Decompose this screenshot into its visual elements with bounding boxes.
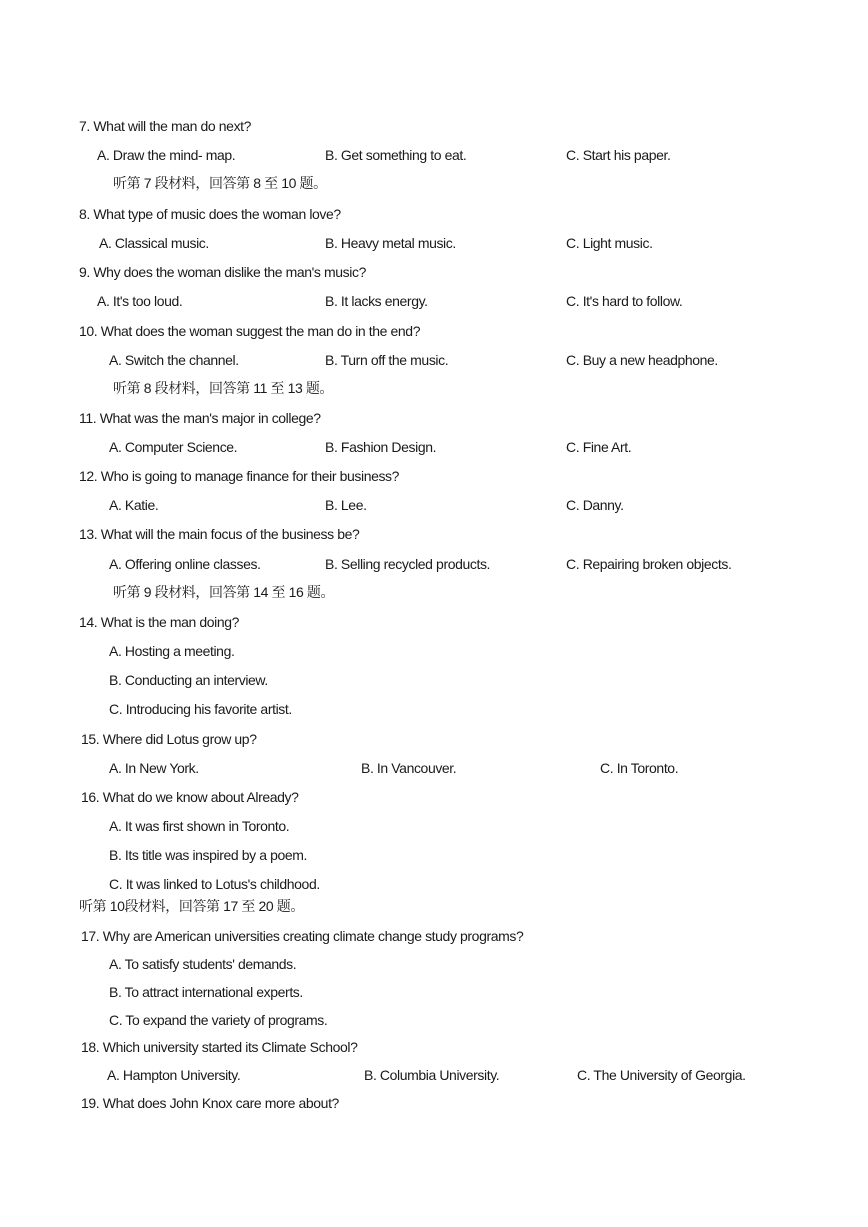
q18-option-c: C. The University of Georgia. [577, 1067, 746, 1083]
section-instruction-11: 听第 8 段材料，回答第 11 至 13 题。 [113, 380, 334, 396]
question-19: 19. What does John Knox care more about? [81, 1095, 339, 1111]
q13-option-c: C. Repairing broken objects. [566, 556, 732, 572]
q15-option-b: B. In Vancouver. [361, 760, 457, 776]
question-14: 14. What is the man doing? [79, 614, 240, 630]
q8-option-a: A. Classical music. [99, 235, 209, 251]
q12-option-b: B. Lee. [325, 497, 367, 513]
section-instruction-8: 听第 7 段材料，回答第 8 至 10 题。 [113, 175, 327, 191]
q10-option-a: A. Switch the channel. [109, 352, 239, 368]
q7-option-a: A. Draw the mind- map. [97, 147, 236, 163]
question-10: 10. What does the woman suggest the man do in the end? [79, 323, 421, 339]
q8-option-b: B. Heavy metal music. [325, 235, 456, 251]
q9-option-a: A. It's too loud. [97, 293, 183, 309]
section-instruction-14: 听第 9 段材料，回答第 14 至 16 题。 [113, 584, 335, 600]
q15-option-c: C. In Toronto. [600, 760, 679, 776]
q15-option-a: A. In New York. [109, 760, 199, 776]
q16-option-b: B. Its title was inspired by a poem. [109, 847, 308, 863]
q11-option-b: B. Fashion Design. [325, 439, 437, 455]
q18-option-b: B. Columbia University. [364, 1067, 500, 1083]
q10-option-b: B. Turn off the music. [325, 352, 449, 368]
q14-option-c: C. Introducing his favorite artist. [109, 701, 292, 717]
q12-option-a: A. Katie. [109, 497, 159, 513]
q9-option-b: B. It lacks energy. [325, 293, 428, 309]
q17-option-a: A. To satisfy students' demands. [109, 956, 297, 972]
section-instruction-17: 听第 10段材料，回答第 17 至 20 题。 [79, 898, 304, 914]
q8-option-c: C. Light music. [566, 235, 653, 251]
q11-option-a: A. Computer Science. [109, 439, 238, 455]
question-17: 17. Why are American universities creating climate change study programs? [81, 928, 524, 944]
q17-option-c: C. To expand the variety of programs. [109, 1012, 328, 1028]
question-11: 11. What was the man's major in college? [79, 410, 321, 426]
question-8: 8. What type of music does the woman love? [79, 206, 341, 222]
q16-option-c: C. It was linked to Lotus's childhood. [109, 876, 320, 892]
q9-option-c: C. It's hard to follow. [566, 293, 683, 309]
question-16: 16. What do we know about Already? [81, 789, 299, 805]
q7-option-b: B. Get something to eat. [325, 147, 467, 163]
q17-option-b: B. To attract international experts. [109, 984, 303, 1000]
question-18: 18. Which university started its Climate School? [81, 1039, 358, 1055]
q16-option-a: A. It was first shown in Toronto. [109, 818, 290, 834]
q18-option-a: A. Hampton University. [107, 1067, 241, 1083]
q14-option-a: A. Hosting a meeting. [109, 643, 235, 659]
q7-option-c: C. Start his paper. [566, 147, 671, 163]
q14-option-b: B. Conducting an interview. [109, 672, 268, 688]
q11-option-c: C. Fine Art. [566, 439, 632, 455]
q12-option-c: C. Danny. [566, 497, 624, 513]
question-9: 9. Why does the woman dislike the man's music? [79, 264, 366, 280]
question-12: 12. Who is going to manage finance for their business? [79, 468, 400, 484]
q13-option-b: B. Selling recycled products. [325, 556, 491, 572]
question-13: 13. What will the main focus of the business be? [79, 526, 360, 542]
question-15: 15. Where did Lotus grow up? [81, 731, 257, 747]
question-7: 7. What will the man do next? [79, 118, 252, 134]
q13-option-a: A. Offering online classes. [109, 556, 261, 572]
q10-option-c: C. Buy a new headphone. [566, 352, 718, 368]
